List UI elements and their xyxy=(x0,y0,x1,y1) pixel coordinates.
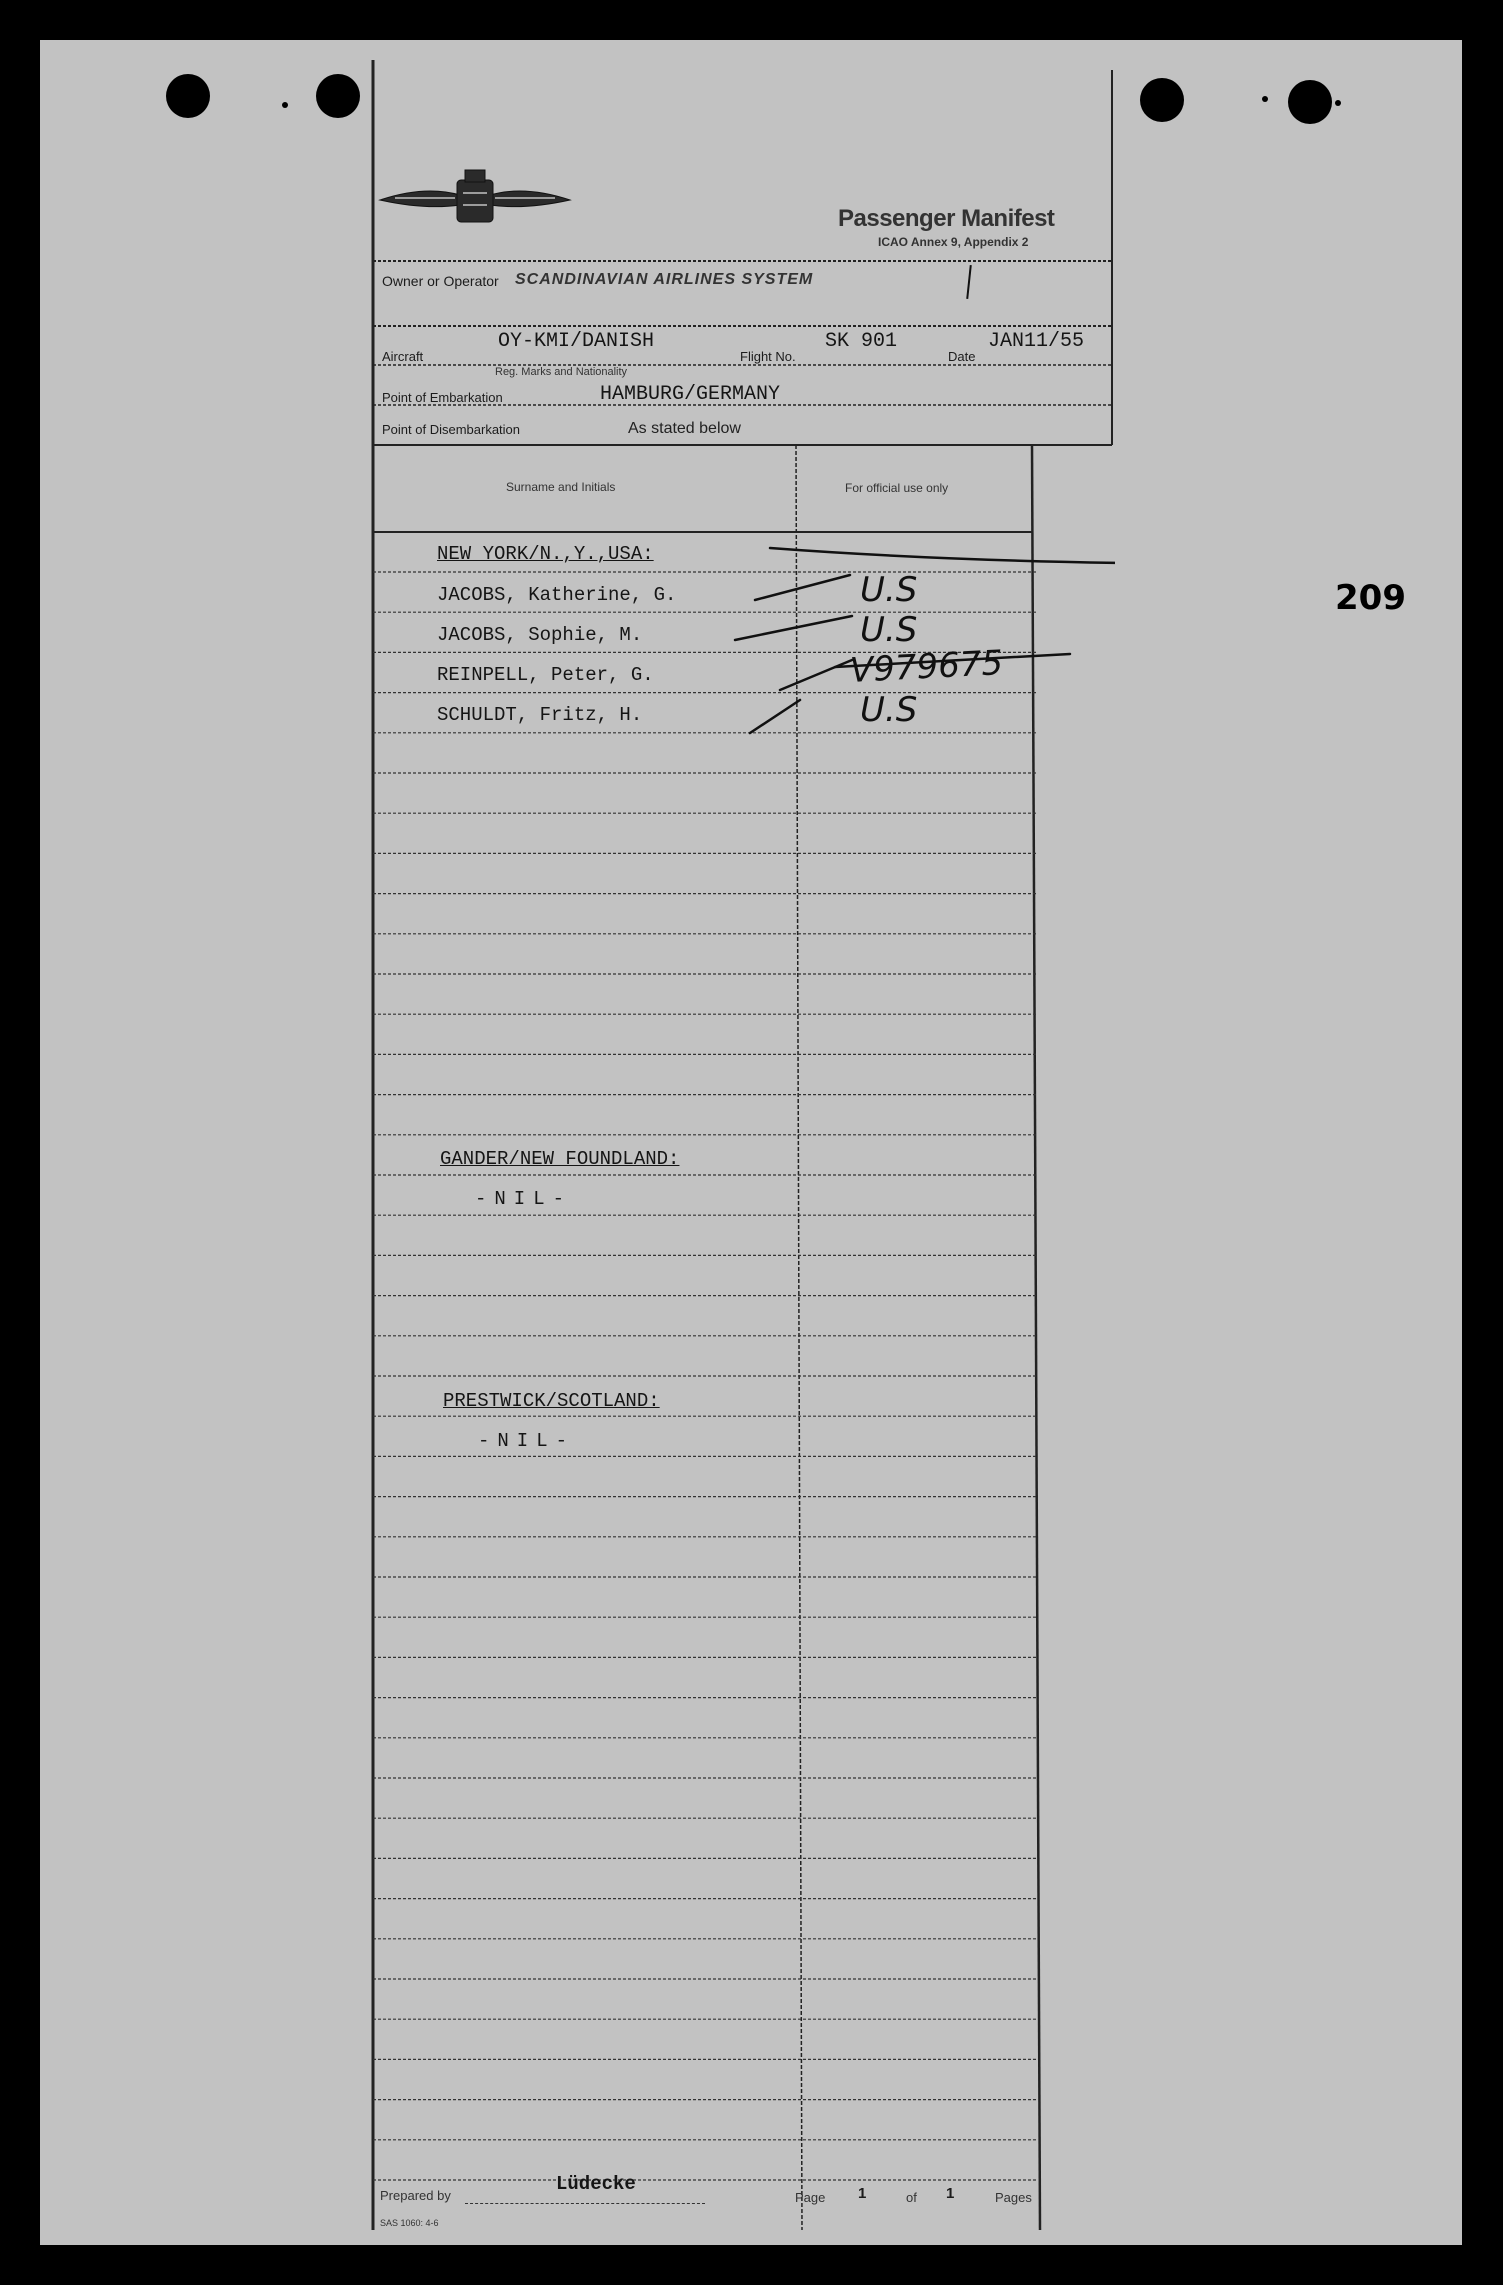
prepared-by-label: Prepared by xyxy=(380,2188,451,2203)
page-label: Page xyxy=(795,2190,826,2205)
of-label: of xyxy=(906,2190,917,2205)
punch-hole xyxy=(1140,78,1184,122)
punch-hole xyxy=(1288,80,1332,124)
punch-hole xyxy=(166,74,210,118)
aircraft-label: Aircraft xyxy=(382,349,424,364)
destination-heading: PRESTWICK/SCOTLAND: xyxy=(443,1390,660,1412)
passenger-name: REINPELL, Peter, G. xyxy=(437,664,654,686)
passenger-official-entry: U.S xyxy=(860,570,918,610)
nil-entry: -NIL- xyxy=(475,1188,573,1210)
flight-value: SK 901 xyxy=(825,330,898,353)
passenger-manifest-form xyxy=(370,60,1115,2230)
prepared-by-value: Lüdecke xyxy=(556,2173,636,2195)
flight-label: Flight No. xyxy=(740,349,796,364)
passenger-official-entry: U.S xyxy=(860,610,918,650)
speck xyxy=(282,102,288,108)
column-header-official: For official use only xyxy=(845,481,949,495)
pen-strokes xyxy=(370,60,1115,860)
owner-label: Owner or Operator xyxy=(382,273,499,289)
speck xyxy=(1335,100,1341,106)
of-value: 1 xyxy=(946,2185,955,2202)
embarkation-value: HAMBURG/GERMANY xyxy=(600,383,781,406)
nil-entry: -NIL- xyxy=(478,1430,576,1452)
aircraft-value: OY-KMI/DANISH xyxy=(498,330,655,353)
prepared-by-rule xyxy=(465,2203,705,2204)
disembarkation-label: Point of Disembarkation xyxy=(382,422,521,437)
aircraft-sublabel: Reg. Marks and Nationality xyxy=(495,366,628,378)
destination-heading: GANDER/NEW FOUNDLAND: xyxy=(440,1148,680,1170)
disembarkation-value: As stated below xyxy=(628,420,741,437)
owner-value: SCANDINAVIAN AIRLINES SYSTEM xyxy=(515,271,814,288)
page-value: 1 xyxy=(858,2185,867,2202)
form-subtitle: ICAO Annex 9, Appendix 2 xyxy=(878,235,1029,249)
speck xyxy=(1262,96,1268,102)
form-code: SAS 1060: 4-6 xyxy=(380,2218,439,2228)
column-header-name: Surname and Initials xyxy=(506,480,616,494)
form-title: Passenger Manifest xyxy=(838,205,1055,232)
page-stamp-number: 209 xyxy=(1335,578,1406,618)
embarkation-label: Point of Embarkation xyxy=(382,390,503,405)
pages-label: Pages xyxy=(995,2190,1032,2205)
passenger-official-entry: V979675 xyxy=(849,643,1005,691)
punch-hole xyxy=(316,74,360,118)
destination-heading: NEW YORK/N.,Y.,USA: xyxy=(437,543,654,565)
date-label: Date xyxy=(948,349,976,364)
passenger-name: JACOBS, Katherine, G. xyxy=(437,584,677,606)
passenger-name: SCHULDT, Fritz, H. xyxy=(437,704,643,726)
date-value: JAN11/55 xyxy=(988,330,1085,353)
passenger-official-entry: U.S xyxy=(860,690,918,730)
passenger-name: JACOBS, Sophie, M. xyxy=(437,624,643,646)
